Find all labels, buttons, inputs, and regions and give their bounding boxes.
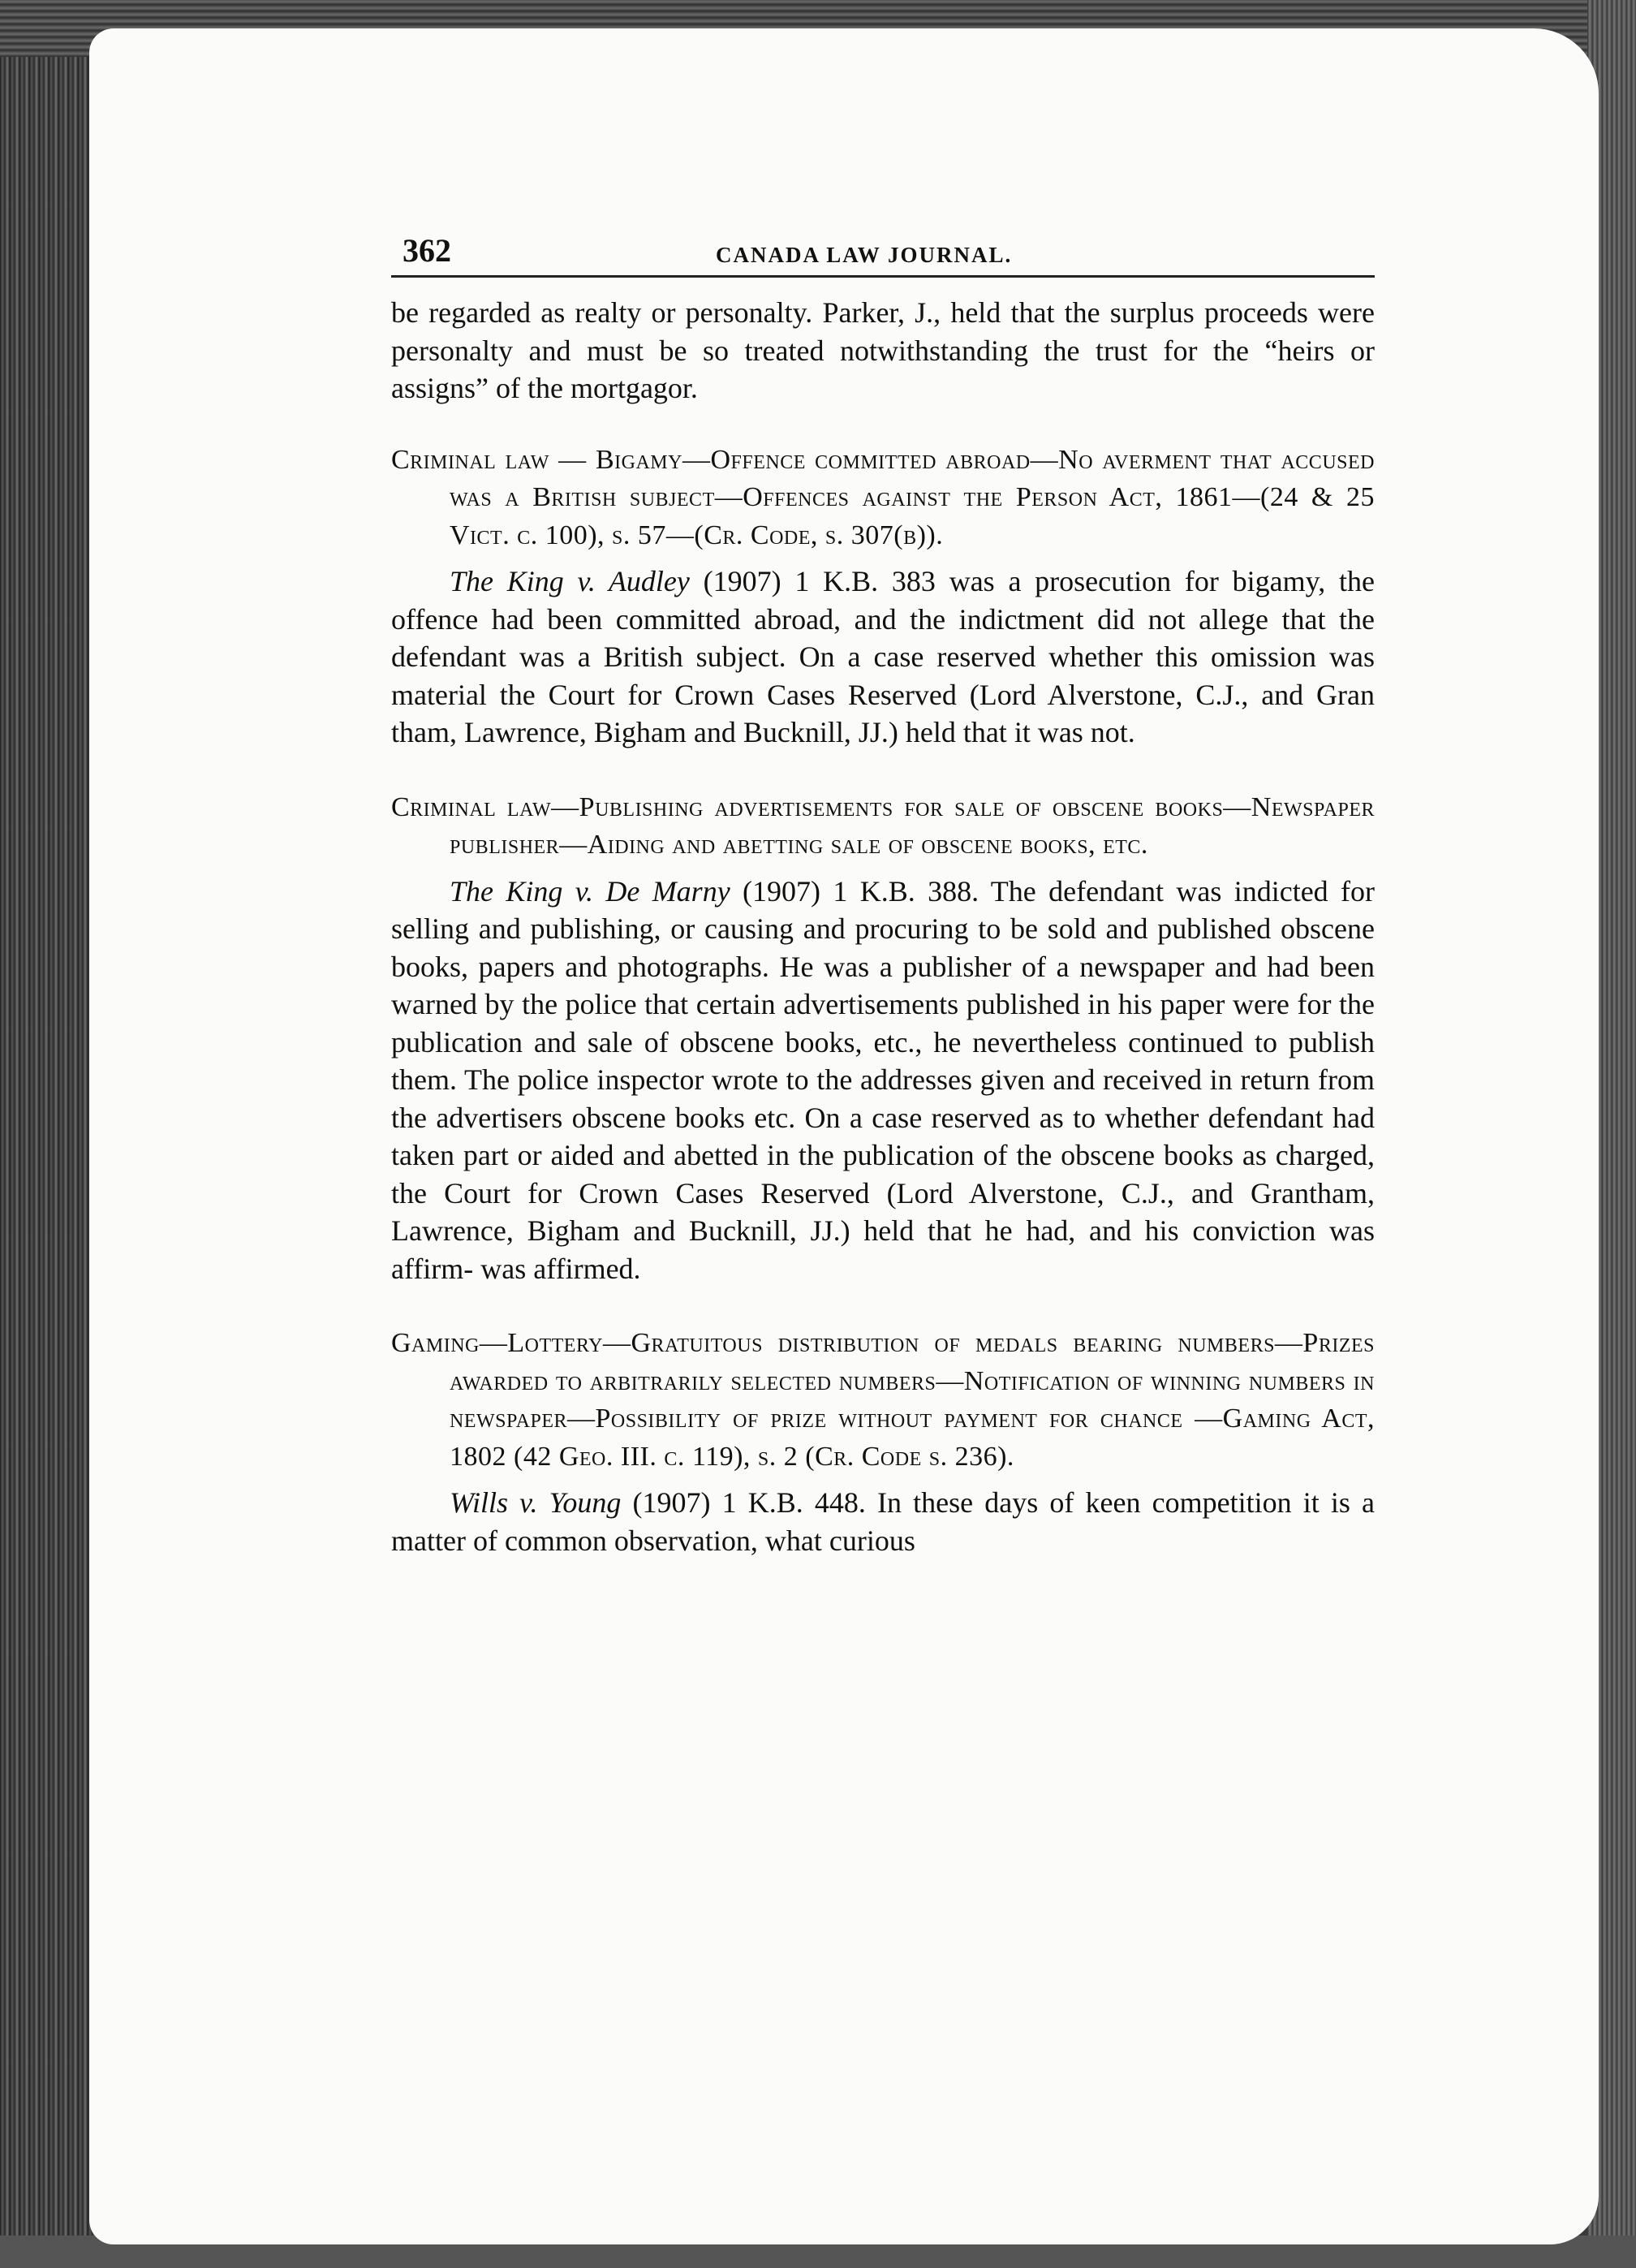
case-name: Wills v. Young (450, 1486, 622, 1519)
case-citation: (1907) 1 K.B. 448. (632, 1486, 866, 1519)
journal-title: CANADA LAW JOURNAL. (716, 243, 1013, 267)
case-paragraph-de-marny (391, 873, 1375, 1288)
page-number: 362 (403, 232, 451, 269)
case-paragraph-audley (391, 563, 1375, 752)
case-text: In these days of keen competition it is a matter of common observation, what curious (391, 1486, 1375, 1557)
section-heading-obscene-books: Criminal law—Publishing advertisements for sale of obscene books—Newspaper publisher—Aiding and abetting sale of obscene books, etc. (391, 791, 1375, 860)
continuation-paragraph: be regarded as realty or personalty. Parker, J., held that the surplus proceeds were personalty and must be so treated notwithstanding the trust for the “heirs or assigns” of the mortgagor. (391, 296, 1375, 404)
page-content (391, 231, 1375, 1559)
running-head (391, 231, 1375, 278)
case-citation: (1907) 1 K.B. 388. (743, 874, 979, 908)
case-text: The defendant was indicted for selling and publishing, or causing and procuring to be sold and published obscene books, papers and photographs. He was a publisher of a newspaper and had been warned by the police that certain advertisements published in his paper were for the publication and sale of obscene books, etc., he nevertheless continued to publish them. The police inspector wrote to the addresses given and received in return from the advertisers obscene books etc. On a case reserved as to whether defendant had taken part or aided and abetted in the publication of the obscene books as charged, the Court for Crown Cases Reserved (Lord Alverstone, C.J., and Grantham, Lawrence, Bigham and Bucknill, JJ.) held that he had, and his conviction was affirm- was affirmed. (391, 874, 1375, 1285)
case-name: The King v. De Marny (450, 874, 730, 908)
case-name: The King v. Audley (450, 565, 690, 597)
section-heading-bigamy: Criminal law — Bigamy—Offence committed abroad—No averment that accused was a British subject—Offences against the Person Act, 1861—(24 & 25 Vict. c. 100), s. 57—(Cr. Code, s. 307(b)). (391, 444, 1375, 550)
case-paragraph-wills (391, 1484, 1375, 1559)
case-text: was a prosecution for bigamy, the offence had been committed abroad, and the indictment did not allege that the defendant was a British subject. On a case reserved whether this omission was material the Court for Crown Cases Reserved (Lord Alverstone, C.J., and Gran tham, Lawrence, Bigham and Bucknill, JJ.) held that it was not. (391, 565, 1376, 748)
section-heading-gaming: Gaming—Lottery—Gratuitous distribution of medals bearing numbers—Prizes awarded to arbitrarily selected numbers—Notification of winning numbers in newspaper—Possibility of prize without payment for chance —Gaming Act, 1802 (42 Geo. III. c. 119), s. 2 (Cr. Code s. 236). (391, 1328, 1375, 1472)
case-citation: (1907) 1 K.B. 383 (703, 565, 936, 597)
